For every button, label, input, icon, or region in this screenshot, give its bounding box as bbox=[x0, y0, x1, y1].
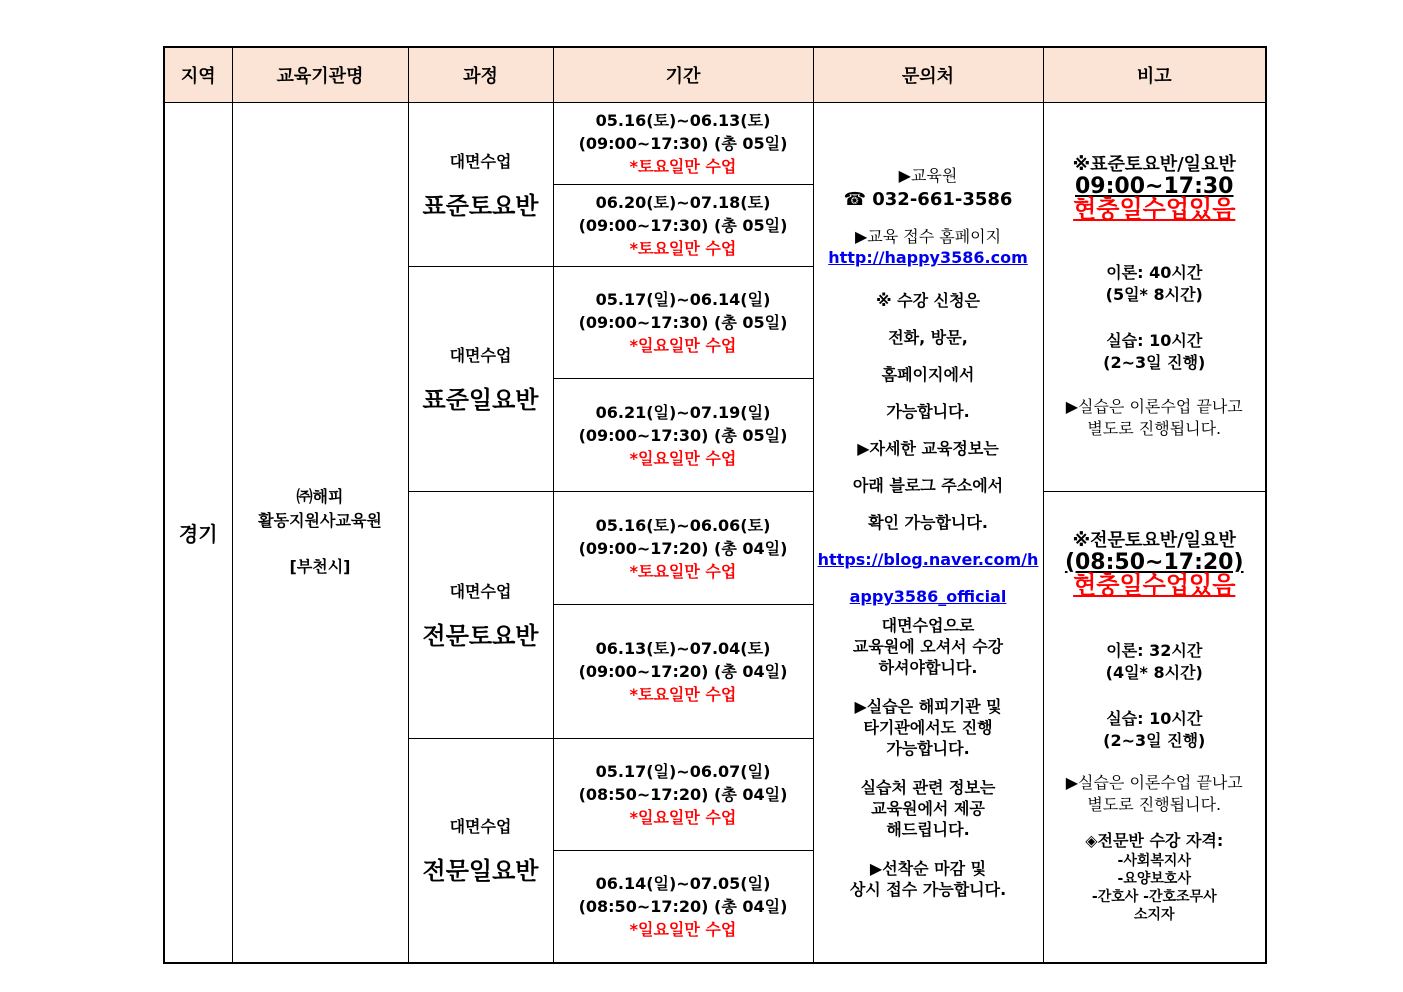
period-cell bbox=[553, 492, 813, 605]
period-cell bbox=[553, 379, 813, 492]
period-time: (08:50~17:20) (총 04일) bbox=[578, 896, 788, 916]
expert-after2: 별도로 진행됩니다. bbox=[1087, 794, 1222, 814]
period-note: *토요일만 수업 bbox=[629, 685, 737, 704]
period-dates: 05.16(토)~06.13(토) bbox=[595, 111, 771, 130]
standard-practice1: 실습: 10시간 bbox=[1106, 331, 1203, 350]
expert-qual-title: ◈전문반 수강 자격: bbox=[1085, 830, 1224, 850]
site-text1: 실습처 관련 정보는 bbox=[860, 777, 996, 797]
header-region: 지역 bbox=[164, 47, 232, 103]
period-cell bbox=[553, 605, 813, 739]
period-dates: 06.20(토)~07.18(토) bbox=[595, 193, 771, 212]
course-type: 대면수업 bbox=[449, 582, 512, 601]
standard-practice2: (2~3일 진행) bbox=[1103, 353, 1206, 372]
period-cell bbox=[553, 851, 813, 963]
period-note: *토요일만 수업 bbox=[629, 561, 737, 581]
expert-theory1: 이론: 32시간 bbox=[1106, 640, 1203, 660]
apply-text3: 홈페이지에서 bbox=[881, 364, 975, 384]
site-text3: 해드립니다. bbox=[886, 819, 970, 839]
apply-text2: 전화, 방문, bbox=[888, 327, 968, 347]
course-cell bbox=[408, 267, 553, 492]
info-text2: 아래 블로그 주소에서 bbox=[852, 475, 1004, 495]
blog-link-part1[interactable]: https://blog.naver.com/h bbox=[817, 549, 1039, 569]
period-cell bbox=[553, 103, 813, 185]
expert-after1: ▶실습은 이론수업 끝나고 bbox=[1065, 772, 1243, 792]
prac-text1: ▶실습은 해피기관 및 bbox=[854, 696, 1002, 716]
course-type: 대면수업 bbox=[449, 151, 512, 171]
standard-after2: 별도로 진행됩니다. bbox=[1087, 419, 1222, 438]
period-dates: 06.13(토)~07.04(토) bbox=[595, 639, 771, 658]
expert-theory2: (4일* 8시간) bbox=[1105, 662, 1203, 682]
table-row bbox=[164, 103, 1266, 185]
info-text1: ▶자세한 교육정보는 bbox=[857, 438, 999, 458]
period-time: (09:00~17:20) (총 04일) bbox=[578, 538, 788, 558]
expert-practice2: (2~3일 진행) bbox=[1103, 730, 1206, 750]
institution-line1: ㈜해피 bbox=[296, 487, 344, 507]
course-type: 대면수업 bbox=[449, 817, 512, 837]
standard-after1: ▶실습은 이론수업 끝나고 bbox=[1065, 397, 1243, 416]
expert-time: (08:50~17:20) bbox=[1064, 549, 1244, 575]
period-cell bbox=[553, 185, 813, 267]
period-dates: 06.21(일)~07.19(일) bbox=[595, 402, 771, 422]
expert-qual3: -간호사 -간호조무사 bbox=[1091, 888, 1217, 905]
contact-label1: ▶교육원 bbox=[898, 165, 958, 185]
period-note: *일요일만 수업 bbox=[629, 919, 737, 939]
period-dates: 05.17(일)~06.14(일) bbox=[595, 290, 771, 309]
expert-qual2: -요양보호사 bbox=[1117, 870, 1191, 887]
period-cell bbox=[553, 267, 813, 379]
header-course: 과정 bbox=[408, 47, 553, 103]
prac-text2: 타기관에서도 진행 bbox=[863, 717, 993, 737]
standard-theory2: (5일* 8시간) bbox=[1105, 285, 1203, 304]
first-text2: 상시 접수 가능합니다. bbox=[849, 879, 1007, 899]
first-text1: ▶선착순 마감 및 bbox=[869, 858, 987, 878]
institution-cell bbox=[232, 103, 408, 963]
expert-title: ※전문토요반/일요반 bbox=[1072, 529, 1236, 551]
course-name: 전문토요반 bbox=[422, 622, 539, 650]
expert-qual1: -사회복지사 bbox=[1117, 852, 1191, 869]
period-dates: 05.16(토)~06.06(토) bbox=[595, 515, 771, 535]
remarks-standard-cell bbox=[1043, 103, 1266, 492]
period-time: (08:50~17:20) (총 04일) bbox=[578, 785, 788, 804]
institution-line2: 활동지원사교육원 bbox=[258, 511, 382, 531]
header-remarks: 비고 bbox=[1043, 47, 1266, 103]
period-note: *토요일만 수업 bbox=[629, 157, 737, 176]
course-cell bbox=[408, 492, 553, 739]
face-text3: 하셔야합니다. bbox=[878, 657, 978, 677]
site-text2: 교육원에서 제공 bbox=[871, 798, 985, 818]
remarks-expert-cell bbox=[1043, 492, 1266, 963]
course-cell bbox=[408, 103, 553, 267]
prac-text3: 가능합니다. bbox=[886, 738, 970, 758]
schedule-table bbox=[163, 46, 1267, 964]
period-dates: 05.17(일)~06.07(일) bbox=[595, 762, 771, 781]
period-note: *일요일만 수업 bbox=[629, 448, 737, 468]
standard-title: ※표준토요반/일요반 bbox=[1072, 154, 1236, 175]
apply-text4: 가능합니다. bbox=[886, 401, 970, 421]
period-note: *일요일만 수업 bbox=[629, 808, 737, 827]
header-row bbox=[164, 47, 1266, 103]
header-period: 기간 bbox=[553, 47, 813, 103]
header-contact: 문의처 bbox=[813, 47, 1043, 103]
period-time: (09:00~17:30) (총 05일) bbox=[578, 216, 788, 235]
course-name: 표준일요반 bbox=[422, 386, 539, 414]
period-dates: 06.14(일)~07.05(일) bbox=[595, 873, 771, 893]
region-cell: 경기 bbox=[164, 103, 232, 963]
period-time: (09:00~17:30) (총 05일) bbox=[578, 313, 788, 332]
expert-makeup: 현충일수업있음 bbox=[1073, 570, 1236, 599]
homepage-link[interactable]: http://happy3586.com bbox=[828, 247, 1028, 267]
expert-qual4: 소지자 bbox=[1133, 906, 1175, 923]
course-name: 표준토요반 bbox=[422, 191, 539, 220]
expert-practice1: 실습: 10시간 bbox=[1106, 708, 1203, 728]
contact-cell bbox=[813, 103, 1043, 963]
period-time: (09:00~17:30) (총 05일) bbox=[578, 425, 788, 445]
period-time: (09:00~17:30) (총 05일) bbox=[578, 134, 788, 153]
period-time: (09:00~17:20) (총 04일) bbox=[578, 662, 788, 681]
blog-link-part2[interactable]: appy3586_official bbox=[849, 586, 1007, 606]
course-name: 전문일요반 bbox=[422, 857, 539, 886]
institution-line3: [부천시] bbox=[289, 557, 351, 577]
contact-phone: ☎ 032-661-3586 bbox=[843, 188, 1013, 210]
period-note: *일요일만 수업 bbox=[629, 336, 737, 355]
contact-label2: ▶교육 접수 홈페이지 bbox=[854, 226, 1002, 246]
standard-makeup: 현충일수업있음 bbox=[1073, 195, 1236, 223]
info-text3: 확인 가능합니다. bbox=[868, 512, 988, 532]
face-text2: 교육원에 오셔서 수강 bbox=[852, 636, 1004, 656]
course-type: 대면수업 bbox=[449, 346, 512, 365]
apply-text1: ※ 수강 신청은 bbox=[876, 290, 980, 310]
period-note: *토요일만 수업 bbox=[629, 239, 737, 258]
standard-time: 09:00~17:30 bbox=[1075, 174, 1234, 199]
face-text1: 대면수업으로 bbox=[881, 615, 975, 635]
period-cell bbox=[553, 739, 813, 851]
header-institution: 교육기관명 bbox=[232, 47, 408, 103]
standard-theory1: 이론: 40시간 bbox=[1106, 263, 1203, 282]
course-cell bbox=[408, 739, 553, 963]
